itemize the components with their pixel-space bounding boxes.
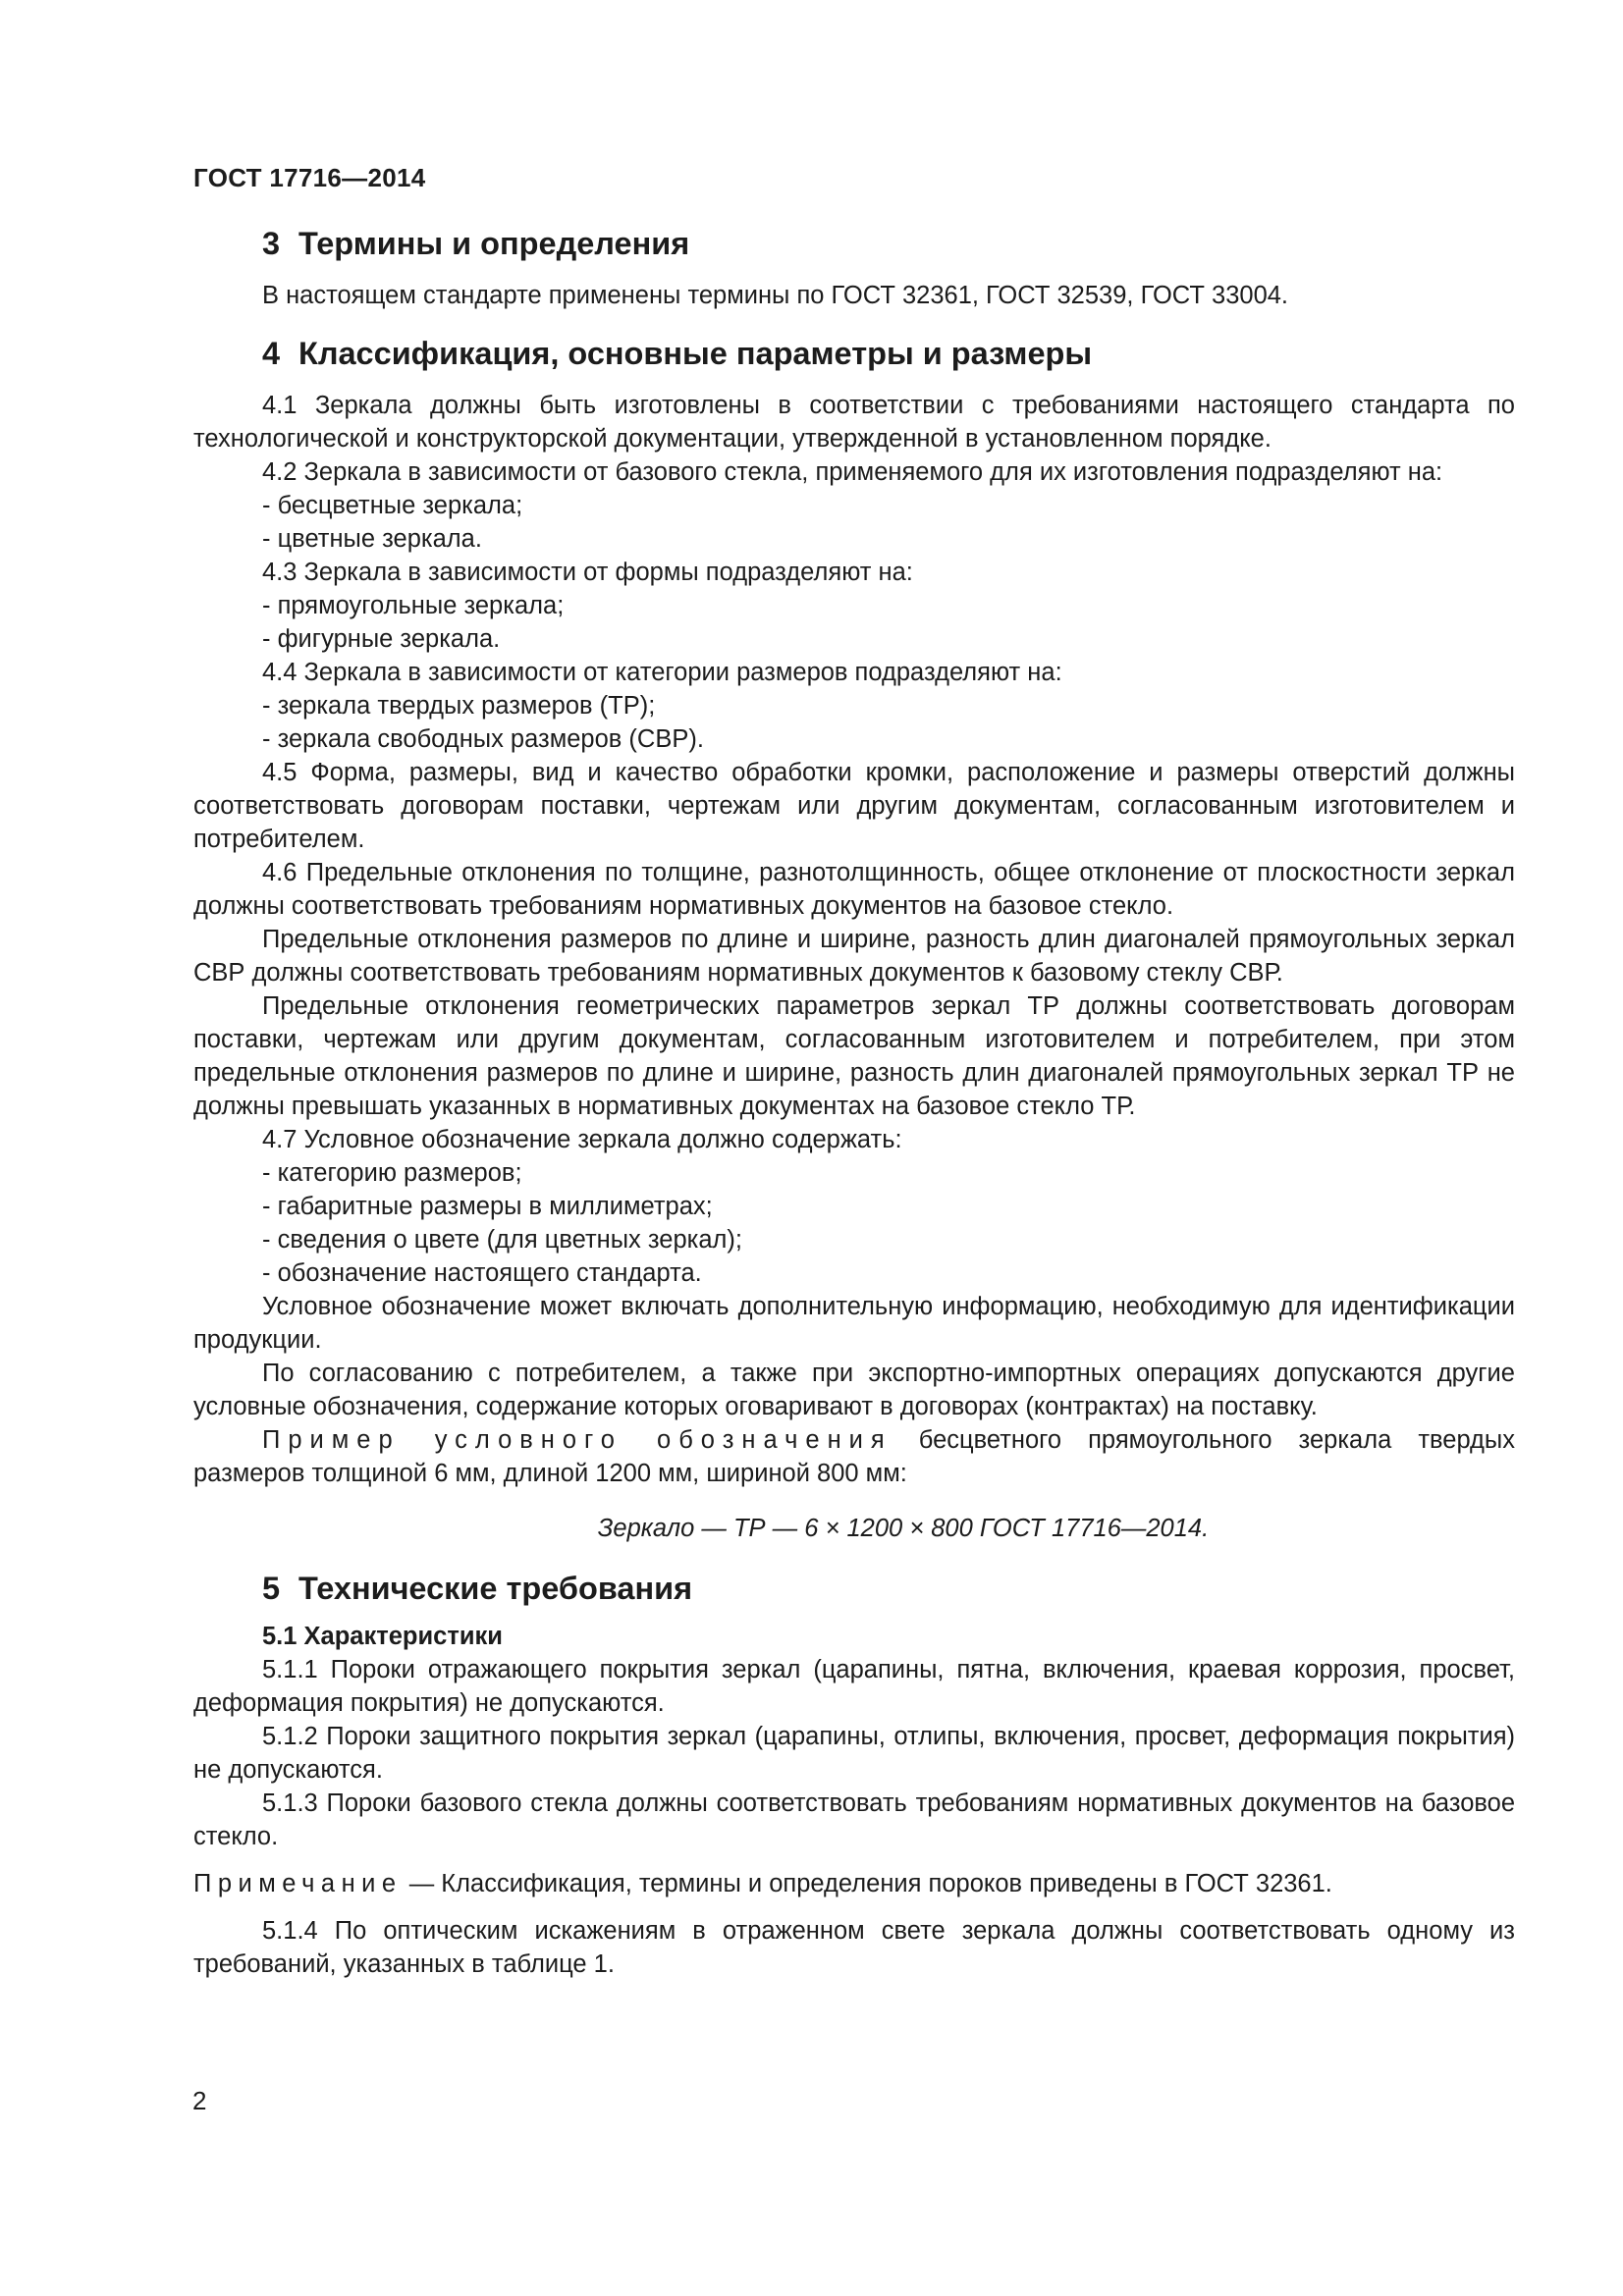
designation-formula: Зеркало — ТР — 6 × 1200 × 800 ГОСТ 17716—2014. bbox=[597, 1515, 1210, 1542]
list-item: - обозначение настоящего стандарта. bbox=[262, 1259, 702, 1287]
paragraph: 5.1.2 Пороки защитного покрытия зеркал (царапины, отлипы, включения, просвет, деформация покрытия) не допускаются. bbox=[193, 1723, 1515, 1784]
note-paragraph bbox=[193, 1867, 1515, 1900]
section-4-title: Классификация, основные параметры и размеры bbox=[298, 336, 1093, 371]
list-item: - бесцветные зеркала; bbox=[262, 492, 523, 519]
list-item: - зеркала свободных размеров (СВР). bbox=[262, 725, 704, 753]
section-4-number: 4 bbox=[262, 336, 281, 371]
list-item: - прямоугольные зеркала; bbox=[262, 592, 565, 619]
section-3-title: Термины и определения bbox=[298, 226, 690, 261]
list-item: - категорию размеров; bbox=[262, 1159, 522, 1187]
paragraph: Предельные отклонения размеров по длине и ширине, разность длин диагоналей прямоугольных зеркал СВР должны соответствовать требованиям нормативных документов к базовому стеклу СВР. bbox=[193, 926, 1515, 987]
section-3-number: 3 bbox=[262, 226, 281, 261]
paragraph: 4.5 Форма, размеры, вид и качество обработки кромки, расположение и размеры отверстий должны соответствовать договорам поставки, чертежам или другим документам, согласованным изготовителем и потребителем. bbox=[193, 759, 1515, 853]
page-content bbox=[193, 224, 1515, 1981]
paragraph: 5.1.1 Пороки отражающего покрытия зеркал (царапины, пятна, включения, краевая коррозия, просвет, деформация покрытия) не допускаются. bbox=[193, 1656, 1515, 1717]
section-3-heading bbox=[262, 224, 1515, 263]
paragraph: 4.1 Зеркала должны быть изготовлены в соответствии с требованиями настоящего стандарта по технологической и конструкторской документации, утвержденной в установленном порядке. bbox=[193, 392, 1515, 453]
paragraph: По согласованию с потребителем, а также при экспортно-импортных операциях допускаются другие условные обозначения, содержание которых оговаривают в договорах (контрактах) на поставку. bbox=[193, 1360, 1515, 1420]
section-5-number: 5 bbox=[262, 1571, 281, 1606]
paragraph: 4.4 Зеркала в зависимости от категории размеров подразделяют на: bbox=[262, 659, 1062, 686]
list-item: - габаритные размеры в миллиметрах; bbox=[262, 1193, 713, 1220]
subsection-5-1-heading: 5.1 Характеристики bbox=[262, 1623, 503, 1650]
paragraph: 5.1.3 Пороки базового стекла должны соответствовать требованиям нормативных документов на базовое стекло. bbox=[193, 1789, 1515, 1850]
example-label: Пример условного обозначения bbox=[262, 1426, 893, 1454]
note-text: — Классификация, термины и определения пороков приведены в ГОСТ 32361. bbox=[402, 1870, 1332, 1897]
list-item: - зеркала твердых размеров (ТР); bbox=[262, 692, 656, 720]
example-text: бесцветного прямоугольного зеркала твердых размеров толщиной 6 мм, длиной 1200 мм, шириной 800 мм: bbox=[193, 1426, 1516, 1487]
paragraph: 4.7 Условное обозначение зеркала должно содержать: bbox=[262, 1126, 902, 1153]
list-item: - фигурные зеркала. bbox=[262, 625, 501, 653]
section-4-heading bbox=[262, 334, 1515, 373]
section-5-heading bbox=[262, 1569, 1515, 1608]
paragraph: 4.3 Зеркала в зависимости от формы подразделяют на: bbox=[262, 559, 913, 586]
paragraph: В настоящем стандарте применены термины по ГОСТ 32361, ГОСТ 32539, ГОСТ 33004. bbox=[262, 282, 1289, 309]
paragraph: Предельные отклонения геометрических параметров зеркал ТР должны соответствовать договорам поставки, чертежам или другим документам, согласованным изготовителем и потребителем, при этом предельные отклонения размеров по длине и ширине, разность длин диагоналей прямоугольных зеркал ТР не должны превышать указанных в нормативных документах на базовое стекло ТР. bbox=[193, 992, 1515, 1120]
list-item: - сведения о цвете (для цветных зеркал); bbox=[262, 1226, 743, 1254]
section-5-title: Технические требования bbox=[298, 1571, 693, 1606]
paragraph: 4.2 Зеркала в зависимости от базового стекла, применяемого для их изготовления подразделяют на: bbox=[262, 458, 1443, 486]
paragraph: Условное обозначение может включать дополнительную информацию, необходимую для идентификации продукции. bbox=[193, 1293, 1515, 1354]
paragraph: 4.6 Предельные отклонения по толщине, разнотолщинность, общее отклонение от плоскостности зеркал должны соответствовать требованиям нормативных документов на базовое стекло. bbox=[193, 859, 1515, 920]
paragraph: 5.1.4 По оптическим искажениям в отраженном свете зеркала должны соответствовать одному из требований, указанных в таблице 1. bbox=[193, 1917, 1515, 1978]
list-item: - цветные зеркала. bbox=[262, 525, 482, 553]
page-number: 2 bbox=[192, 2086, 207, 2115]
note-label: Примечание bbox=[193, 1870, 403, 1897]
example-paragraph bbox=[193, 1423, 1515, 1490]
document-id: ГОСТ 17716—2014 bbox=[193, 163, 426, 192]
